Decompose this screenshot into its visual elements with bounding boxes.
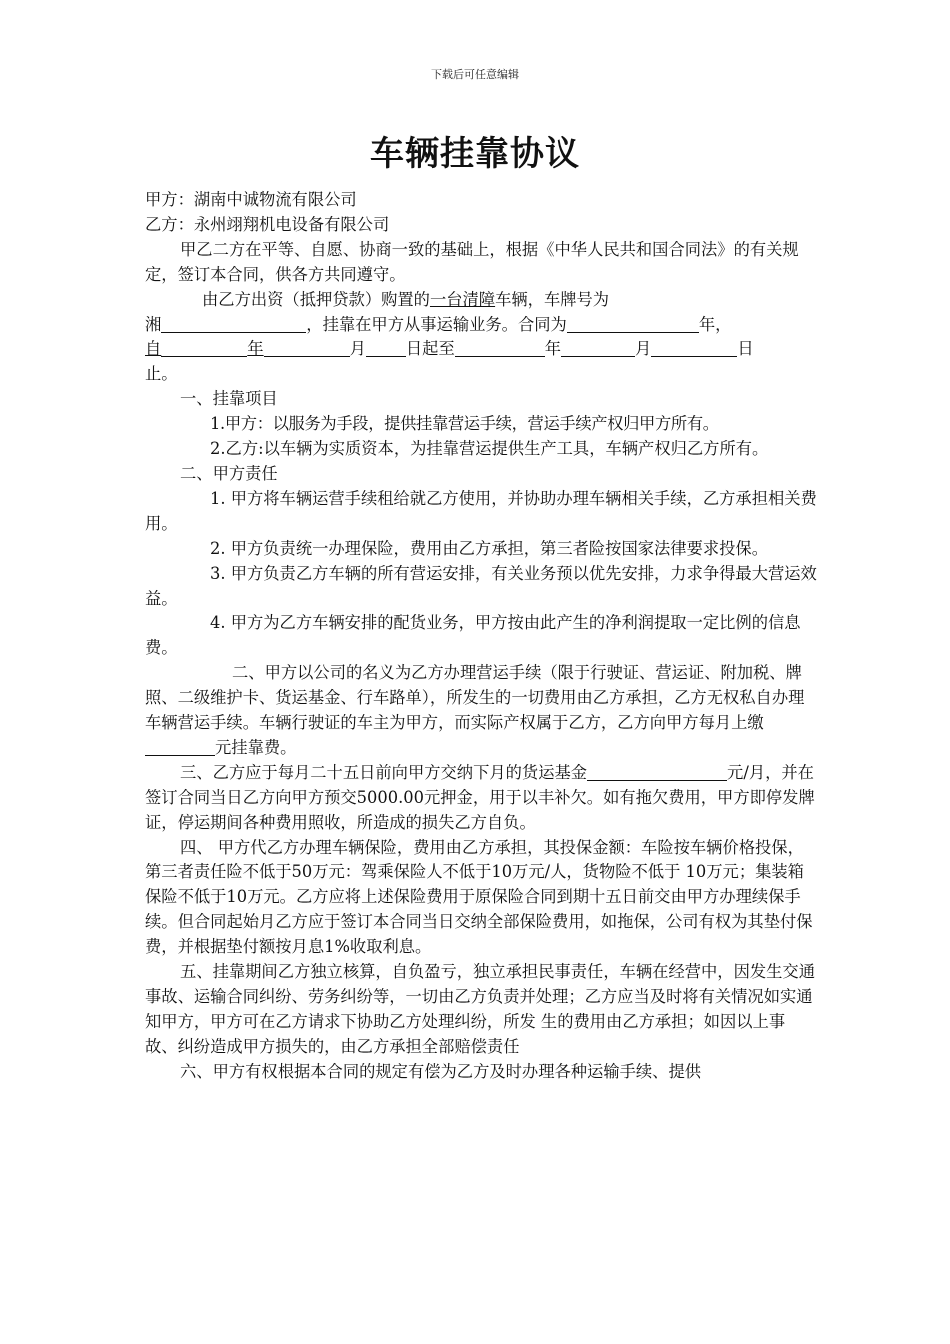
document-title: 车辆挂靠协议 <box>370 134 580 174</box>
end-month-blank <box>561 338 635 357</box>
start-day-blank <box>366 338 406 357</box>
end-day-blank <box>651 338 737 357</box>
contract-years-blank <box>567 314 699 333</box>
section-5-paragraph: 五、挂靠期间乙方独立核算，自负盈亏，独立承担民事责任，车辆在经营中，因发生交通事故、运输合同纠纷、劳务纠纷等，一切由乙方负责并处理；乙方应当及时将有关情况如实通知甲方，甲方可在乙方请求下协助乙方处理纠纷，所发 生的费用由乙方承担；如因以上事故、纠纷造成甲方损失的，由乙方承担全部赔偿责任 <box>145 962 815 1056</box>
freight-fund-blank <box>587 762 727 781</box>
section-1-item-2: 2.乙方:以车辆为实质资本，为挂靠营运提供生产工具，车辆产权归乙方所有。 <box>210 439 769 459</box>
vehicle-name-value: 一台清障 <box>429 289 496 309</box>
plate-number-blank <box>161 314 306 333</box>
section-1-item-1: 1.甲方：以服务为手段，提供挂靠营运手续，营运手续产权归甲方所有。 <box>210 414 719 434</box>
vehicle-line-4: 止。 <box>145 364 178 384</box>
end-year-blank <box>455 338 545 357</box>
start-month-blank <box>264 338 350 357</box>
vehicle-line-2: 湘 ，挂靠在甲方从事运输业务。合同为 年， <box>145 314 732 334</box>
monthly-fee-blank <box>145 737 215 756</box>
section-2-item-1: 1. 甲方将车辆运营手续租给就乙方使用，并协助办理车辆相关手续，乙方承担相关费用。 <box>145 488 817 533</box>
intro-paragraph: 甲乙二方在平等、自愿、协商一致的基础上，根据《中华人民共和国合同法》的有关规定，签订本合同，供各方共同遵守。 <box>145 239 799 284</box>
section-2-heading: 二、甲方责任 <box>180 463 278 483</box>
page-header: 下载后可任意编辑 <box>431 68 519 81</box>
vehicle-line-3: 自 年 月 日起至 年 月 日 <box>145 339 754 359</box>
section-6-paragraph: 六、甲方有权根据本合同的规定有偿为乙方及时办理各种运输手续、提供 <box>180 1061 702 1081</box>
section-2-item-2: 2. 甲方负责统一办理保险，费用由乙方承担，第三者险按国家法律要求投保。 <box>210 538 768 558</box>
party-a: 甲方：湖南中诚物流有限公司 <box>145 190 357 209</box>
document-body <box>145 188 817 1085</box>
section-3-paragraph: 三、乙方应于每月二十五日前向甲方交纳下月的货运基金 元/月，并在签订合同当日乙方向甲方预交5000.00元押金，用于以丰补欠。如有拖欠费用，甲方即停发牌证，停运期间各种费用照收，所造成的损失乙方自负。 <box>145 762 815 832</box>
section-1-heading: 一、挂靠项目 <box>180 389 278 409</box>
section-4-paragraph: 四、 甲方代乙方办理车辆保险，费用由乙方承担，其投保金额：车险按车辆价格投保，第三者责任险不低于50万元：驾乘保险人不低于10万元/人，货物险不低于 10万元；集装箱保险不低于10万元。乙方应将上述保险费用于原保险合同到期十五日前交由甲方办理续保手续。但合同起始月乙方应于签订本合同当日交纳全部保险费用，如拖保，公司有权为其垫付保费，并根据垫付额按月息1%收取利息。 <box>145 837 813 957</box>
section-2-item-3: 3. 甲方负责乙方车辆的所有营运安排，有关业务预以优先安排，力求争得最大营运效益。 <box>145 563 817 608</box>
section-2b-paragraph: 二、甲方以公司的名义为乙方办理营运手续（限于行驶证、营运证、附加税、牌照、二级维护卡、货运基金、行车路单），所发生的一切费用由乙方承担，乙方无权私自办理车辆营运手续。车辆行驶证的车主为甲方，而实际产权属于乙方，乙方向甲方每月上缴元挂靠费。 <box>145 663 805 757</box>
section-2-item-4: 4. 甲方为乙方车辆安排的配货业务，甲方按由此产生的净利润提取一定比例的信息费。 <box>145 613 801 658</box>
party-b: 乙方：永州翊翔机电设备有限公司 <box>145 214 390 234</box>
vehicle-paragraph: 由乙方出资（抵押贷款）购置的一台清障车辆，车牌号为 <box>202 289 610 309</box>
start-year-blank <box>161 338 247 357</box>
